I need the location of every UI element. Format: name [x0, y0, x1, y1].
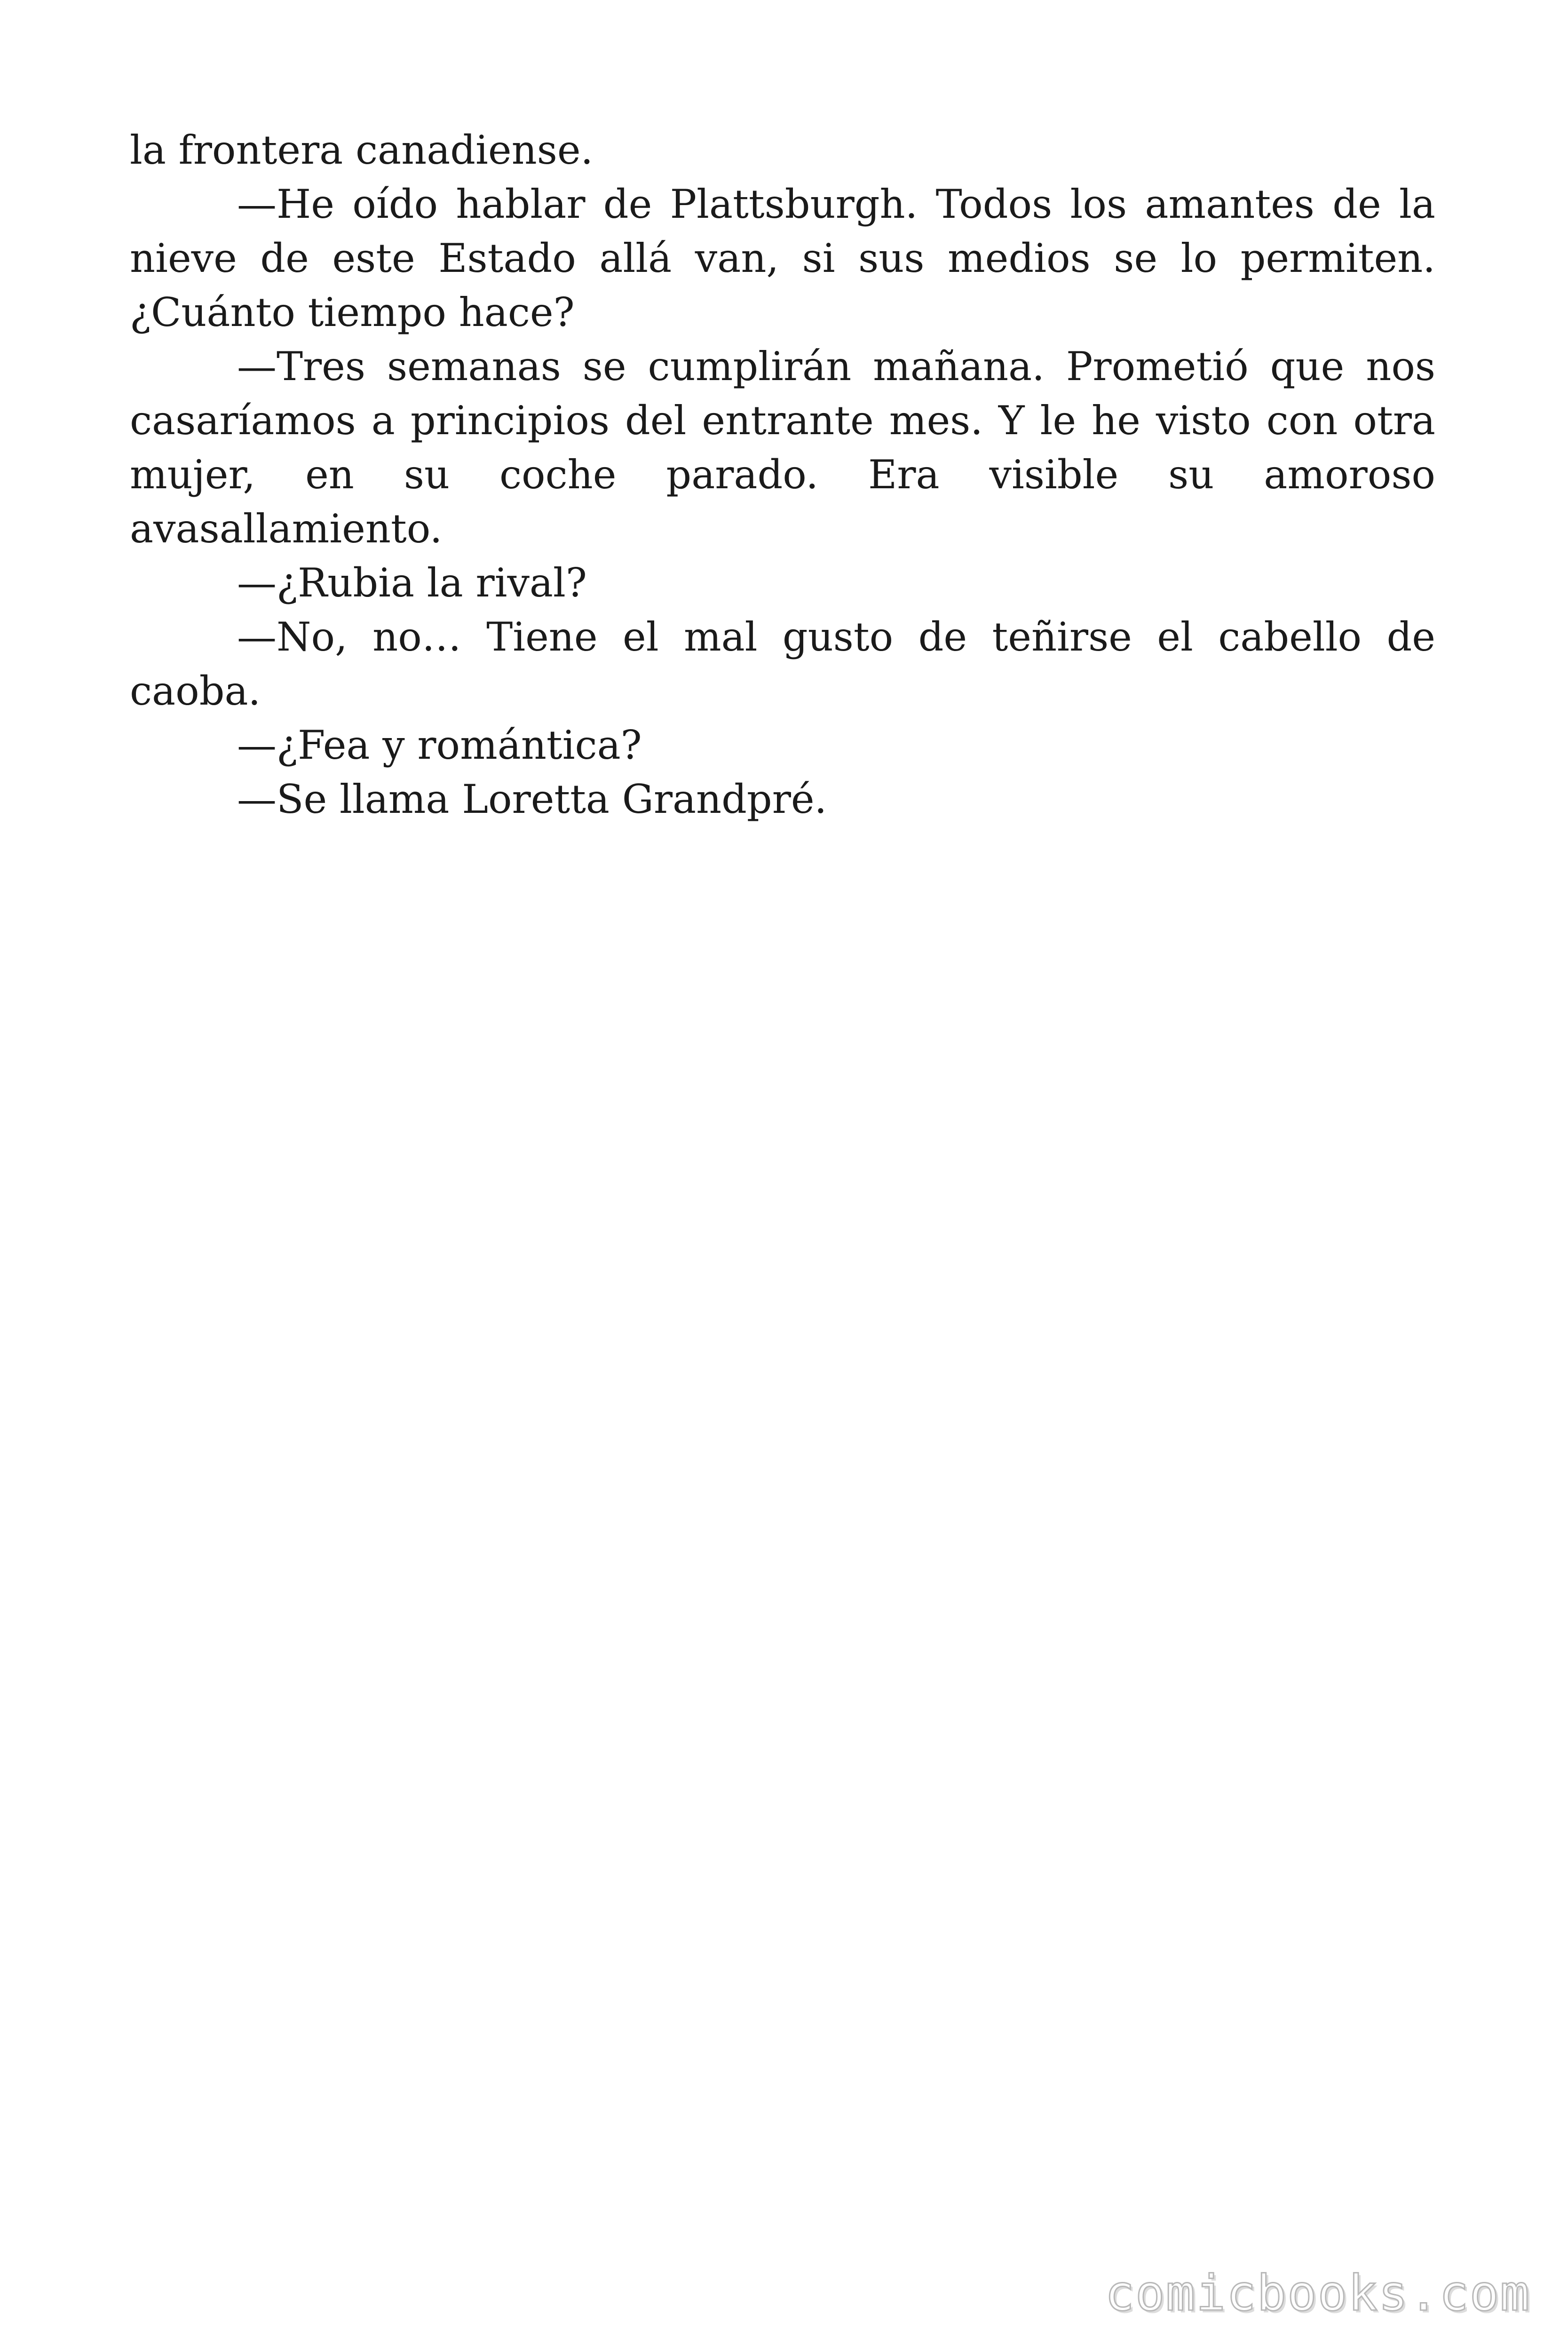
- paragraph-dialogue: —¿Fea y romántica?: [237, 722, 642, 768]
- paragraph-dialogue: —He oído hablar de Plattsburgh. Todos los amantes de la nieve de este Estado allá van, si sus medios se lo permiten. ¿Cuánto tiempo hace?: [130, 181, 1435, 335]
- paragraph-dialogue: —Se llama Loretta Grandpré.: [237, 776, 827, 822]
- watermark-text: comicbooks.com: [1105, 2265, 1530, 2322]
- body-text: [130, 123, 1435, 826]
- paragraph-dialogue: —¿Rubia la rival?: [237, 560, 587, 606]
- paragraph-continuation: la frontera canadiense.: [130, 127, 594, 173]
- paragraph-dialogue: —Tres semanas se cumplirán mañana. Prometió que nos casaríamos a principios del entrante mes. Y le he visto con otra mujer, en su coche parado. Era visible su amoroso avasallamiento.: [130, 343, 1435, 552]
- paragraph-dialogue: —No, no… Tiene el mal gusto de teñirse el cabello de caoba.: [130, 614, 1435, 714]
